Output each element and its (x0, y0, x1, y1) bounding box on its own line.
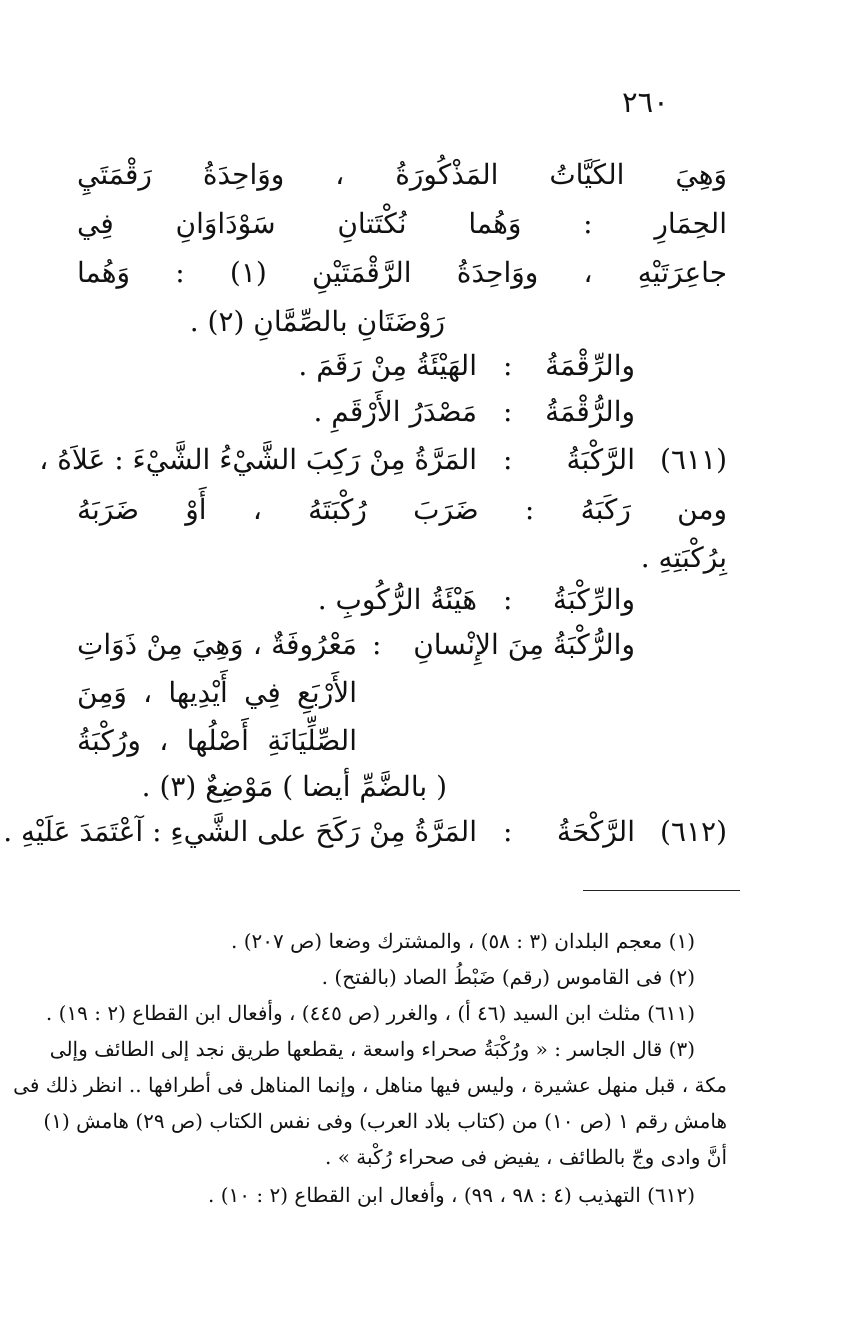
footnote: (١) معجم البلدان (٣ : ٥٨) ، والمشترك وضعا (ص ٢٠٧) . (230, 929, 695, 953)
entry-headword: الرَّكْحَةُ (556, 815, 635, 848)
intro-line: جاعِرَتَيْهِ ، ووَاحِدَةُ الرَّقْمَتَيْنِ (١) : وَهُما (77, 256, 727, 289)
entry-definition: المَرَّةُ مِنْ رَكَحَ على الشَّيءِ : آعْتَمَدَ عَلَيْهِ . (3, 815, 477, 848)
page-number: ٢٦٠ (622, 85, 669, 119)
entry-colon: : (503, 349, 513, 382)
footnote: (٦١٢) التهذيب (٤ : ٩٨ ، ٩٩) ، وأفعال ابن القطاع (٢ : ١٠) . (208, 1183, 695, 1207)
entry-headword: والرُّقْمَةُ (545, 395, 635, 428)
entry-number: (٦١٢) (660, 815, 727, 848)
entry-colon: : (372, 628, 382, 661)
entry-definition: ( بالضَّمِّ أيضا ) مَوْضِعٌ (٣) . (141, 770, 447, 803)
entry-definition: ومن رَكَبَهُ : ضَرَبَ رُكْبَتَهُ ، أَوْ ضَرَبَهُ (77, 493, 727, 526)
entry-definition: مَصْدَرُ الأَرْقَمِ . (313, 395, 477, 428)
entry-definition: الهَيْئَةُ مِنْ رَقَمَ . (298, 349, 477, 382)
entry-definition: المَرَّةُ مِنْ رَكِبَ الشَّيْءُ الشَّيْءَ : عَلاَهُ ، (39, 443, 477, 476)
entry-headword: والرِّقْمَةُ (545, 349, 635, 382)
entry-headword: والرُّكْبَةُ مِنَ الإِنْسانِ (413, 628, 635, 661)
footnote-separator (583, 890, 740, 891)
footnote-line: مكة ، قبل منهل عشيرة ، وليس فيها مناهل ، وإنما المناهل فى أطرافها .. انظر ذلك فى (13, 1073, 727, 1097)
footnote-line: هامش رقم ١ (ص ١٠) من (كتاب بلاد العرب) وفى نفس الكتاب (ص ٢٩) هامش (١) (43, 1109, 727, 1133)
entry-definition: مَعْرُوفَةٌ ، وَهِيَ مِنْ ذَوَاتِ (77, 628, 357, 661)
footnote: (٣) قال الجاسر : « ورُكْبَةُ صحراء واسعة ، يقطعها طريق نجد إلى الطائف وإلى (49, 1037, 695, 1061)
footnote-line: أنَّ وادى وجّ بالطائف ، يفيض فى صحراء رُكْبة » . (324, 1145, 727, 1169)
entry-colon: : (503, 395, 513, 428)
entry-colon: : (503, 815, 513, 848)
entry-colon: : (503, 583, 513, 616)
entry-number: (٦١١) (660, 443, 727, 476)
entry-headword: الرَّكْبَةُ (566, 443, 635, 476)
entry-definition: الأَرْبَعِ فِي أَيْدِيها ، وَمِنَ (77, 676, 357, 709)
entry-definition: الصِّلِّيَانَةِ أَصْلُها ، ورُكْبَةُ (77, 724, 357, 757)
entry-colon: : (503, 443, 513, 476)
footnote: (٦١١) مثلث ابن السيد (٤٦ أ) ، والغرر (ص ٤٤٥) ، وأفعال ابن القطاع (٢ : ١٩) . (45, 1001, 695, 1025)
entry-definition: هَيْئَةُ الرُّكُوبِ . (317, 583, 477, 616)
intro-line: وَهِيَ الكَيَّاتُ المَذْكُورَةُ ، ووَاحِدَةُ رَقْمَتَيِ (77, 158, 727, 191)
footnote: (٢) فى القاموس (رقم) ضَبْطُ الصاد (بالفتح) . (321, 965, 695, 989)
entry-definition: بِرُكْبَتِهِ . (640, 541, 727, 574)
intro-line: رَوْضَتَانِ بالصِّمَّانِ (٢) . (189, 305, 445, 338)
entry-headword: والرِّكْبَةُ (552, 583, 635, 616)
intro-line: الحِمَارِ : وَهُما نُكْتَتانِ سَوْدَاوَانِ فِي (77, 207, 727, 240)
